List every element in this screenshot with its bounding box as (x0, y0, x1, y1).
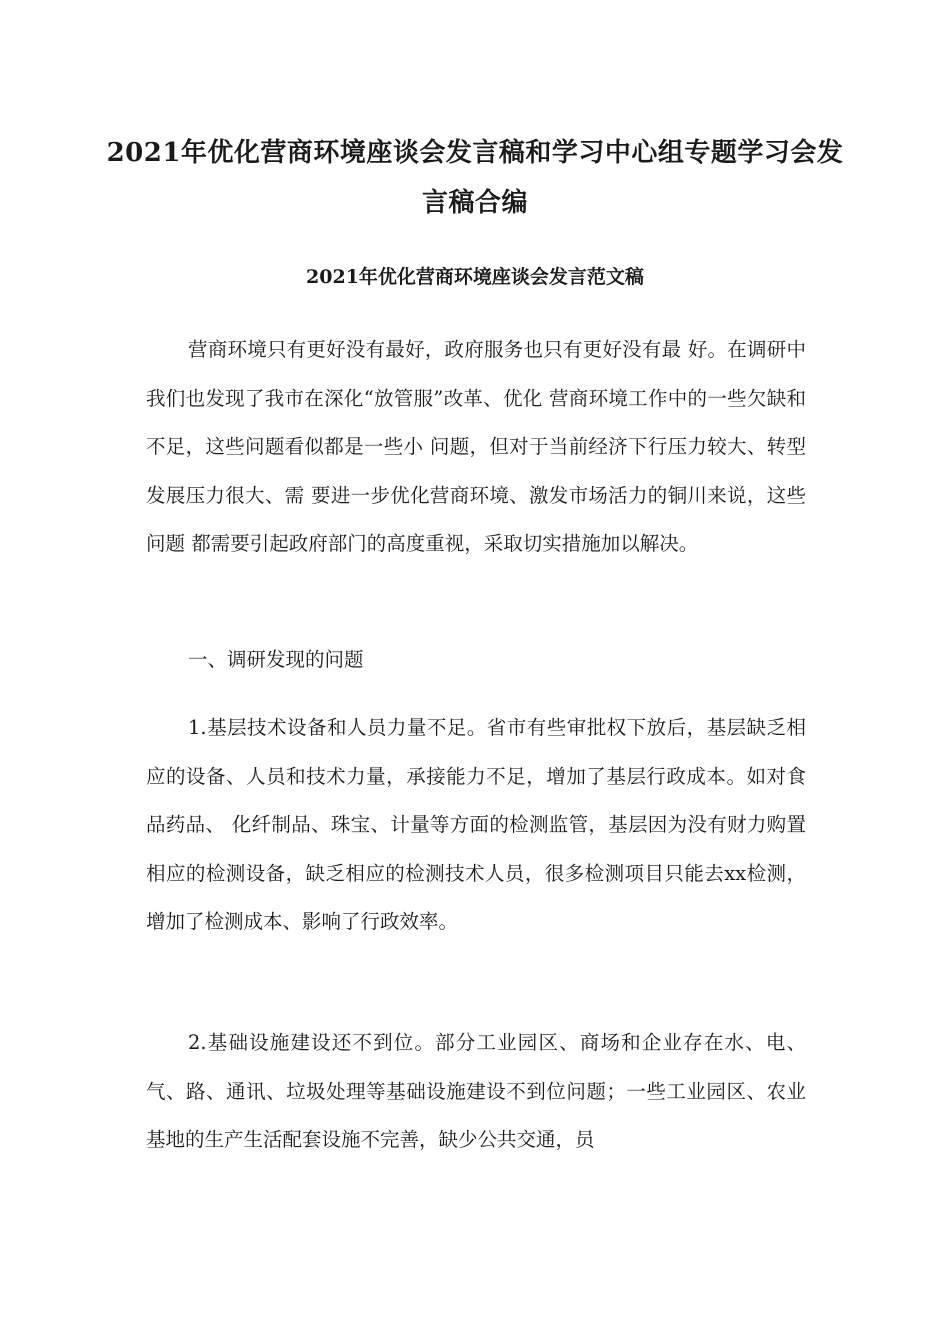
document-subtitle: 2021年优化营商环境座谈会发言范文稿 (306, 266, 644, 288)
paragraph-item-1: 1.基层技术设备和人员力量不足。省市有些审批权下放后，基层缺乏相应的设备、人员和技术力量，承接能力不足，增加了基层行政成本。如对食品药品、 化纤制品、珠宝、计量等方面的检测监管，基层因为没有财力购置相应的检测设备，缺乏相应的检测技术人员，很多检测项目只能去xx检测，增加了检测成本、影响了行政效率。 (146, 716, 806, 933)
section-heading: 一、调研发现的问题 (188, 648, 364, 671)
paragraph-intro: 营商环境只有更好没有最好，政府服务也只有更好没有最 好。在调研中我们也发现了我市在深化“放管服”改革、优化 营商环境工作中的一些欠缺和不足，这些问题看似都是一些小 问题，但对于当前经济下行压力较大、转型发展压力很大、需 要进一步优化营商环境、激发市场活力的铜川来说，这些问题 都需要引起政府部门的高度重视，采取切实措施加以解决。 (146, 338, 806, 555)
document-title: 2021年优化营商环境座谈会发言稿和学习中心组专题学习会发言稿合编 (106, 138, 844, 218)
paragraph-item-2: 2.基础设施建设还不到位。部分工业园区、商场和企业存在水、电、气、路、通讯、垃圾处理等基础设施建设不到位问题；一些工业园区、农业基地的生产生活配套设施不完善，缺少公共交通，员 (146, 1031, 806, 1151)
